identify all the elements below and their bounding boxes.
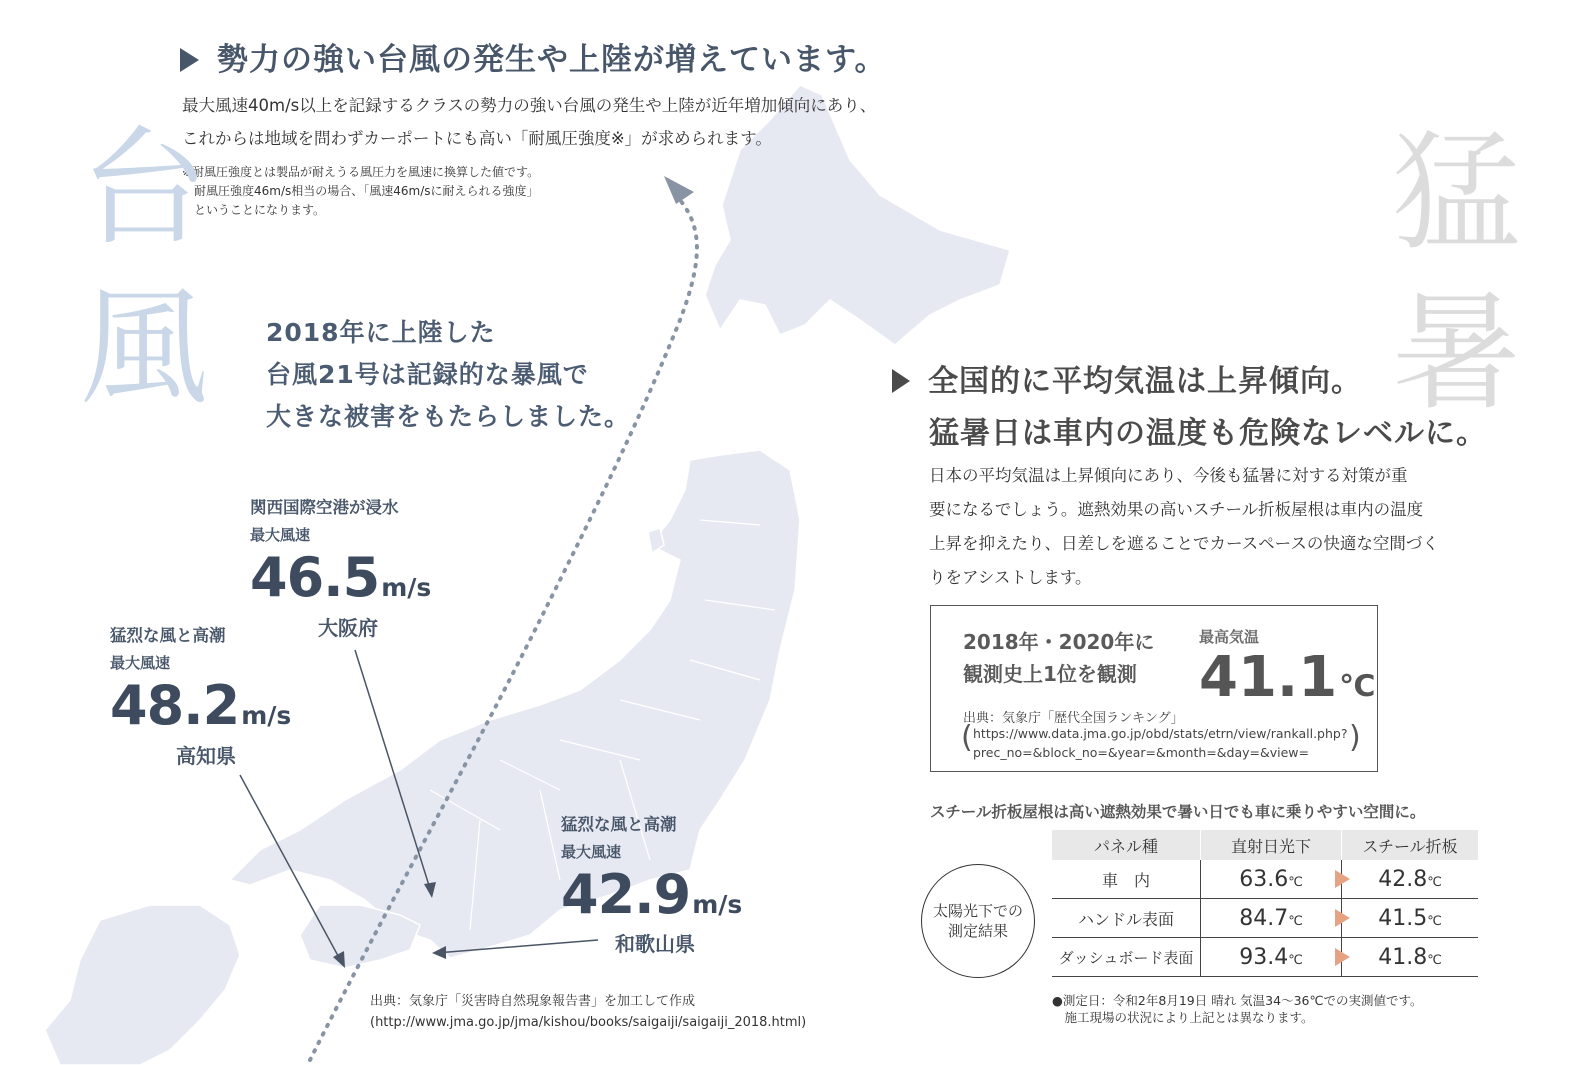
typhoon-lead-line-1: 2018年に上陸した bbox=[266, 318, 496, 347]
callout-prefecture-osaka: 大阪府 bbox=[318, 616, 378, 640]
arrow-right-icon bbox=[1335, 909, 1350, 927]
steel-roof-value: 42.8℃ bbox=[1342, 860, 1479, 899]
record-lead-line-2: 観測史上1位を観測 bbox=[963, 662, 1137, 686]
record-source: 出典：気象庁「歴代全国ランキング」 bbox=[963, 711, 1184, 726]
direct-sun-value: 84.7℃ bbox=[1201, 899, 1342, 938]
heat-body-line-2: 要になるでしょう。遮熱効果の高いスチール折板屋根は車内の温度 bbox=[929, 500, 1424, 519]
triangle-bullet-icon bbox=[180, 48, 199, 72]
row-name: 車 内 bbox=[1052, 860, 1201, 899]
callout-wakayama bbox=[561, 811, 743, 926]
direct-sun-value: 93.4℃ bbox=[1201, 938, 1342, 977]
triangle-bullet-icon bbox=[892, 369, 910, 393]
callout-prefecture-kochi: 高知県 bbox=[176, 744, 236, 768]
heat-body-line-1: 日本の平均気温は上昇傾向にあり、今後も猛暑に対する対策が重 bbox=[929, 466, 1408, 485]
kanji-heat-2: 暑 bbox=[1392, 279, 1521, 428]
steel-roof-value: 41.5℃ bbox=[1342, 899, 1479, 938]
callout-label: 最大風速 bbox=[250, 526, 311, 544]
measurement-footnote: ●測定日：令和2年8月19日 晴れ 気温34〜36℃での実測値です。 施工現場の状況により上記とは異なります。 bbox=[1052, 993, 1423, 1025]
table-row bbox=[1052, 899, 1478, 938]
table-row bbox=[1052, 938, 1478, 977]
callout-event: 猛烈な風と高潮 bbox=[110, 626, 226, 645]
heat-heading-line-1: 全国的に平均気温は上昇傾向。 bbox=[892, 356, 1362, 400]
temperature-comparison-table bbox=[1052, 830, 1478, 977]
column-header: パネル種 bbox=[1052, 830, 1201, 860]
callout-label: 最大風速 bbox=[110, 654, 171, 672]
column-header: 直射日光下 bbox=[1201, 830, 1342, 860]
steel-roof-value: 41.8℃ bbox=[1342, 938, 1479, 977]
heat-body-line-3: 上昇を抑えたり、日差しを遮ることでカースペースの快適な空間づく bbox=[929, 534, 1439, 553]
typhoon-source: 出典：気象庁「災害時自然現象報告書」を加工して作成 (http://www.jma.go.jp/jma/kishou/books/saigaiji/saigaiji_2018.html) bbox=[370, 994, 807, 1030]
callout-value: 42.9m/s bbox=[561, 863, 743, 926]
callout-value: 46.5m/s bbox=[250, 546, 432, 609]
row-name: ダッシュボード表面 bbox=[1052, 938, 1201, 977]
arrow-right-icon bbox=[1335, 870, 1350, 888]
kanji-typhoon-2: 風 bbox=[80, 274, 209, 423]
callout-value: 48.2m/s bbox=[110, 674, 292, 737]
callout-event: 関西国際空港が浸水 bbox=[250, 498, 399, 517]
typhoon-lead-line-3: 大きな被害をもたらしました。 bbox=[266, 402, 631, 431]
typhoon-heading: 勢力の強い台風の発生や上陸が増えています。 bbox=[180, 34, 887, 79]
direct-sun-value: 63.6℃ bbox=[1201, 860, 1342, 899]
paren-close-icon: ) bbox=[1349, 720, 1361, 755]
record-lead-line-1: 2018年・2020年に bbox=[963, 630, 1155, 654]
arrow-right-icon bbox=[1335, 948, 1350, 966]
record-label: 最高気温 bbox=[1199, 628, 1260, 646]
callout-kochi bbox=[110, 622, 292, 737]
record-value: 41.1℃ bbox=[1199, 645, 1376, 710]
record-temperature-box bbox=[930, 605, 1378, 772]
column-header: スチール折板 bbox=[1342, 830, 1479, 860]
typhoon-body-line-2: これからは地域を問わずカーポートにも高い「耐風圧強度※」が求められます。 bbox=[182, 129, 772, 148]
table-heading: スチール折板屋根は高い遮熱効果で暑い日でも車に乗りやすい空間に。 bbox=[930, 803, 1426, 821]
row-name: ハンドル表面 bbox=[1052, 899, 1201, 938]
heat-body-line-4: りをアシストします。 bbox=[929, 568, 1092, 587]
heat-heading-line-2: 猛暑日は車内の温度も危険なレベルに。 bbox=[929, 416, 1487, 451]
callout-osaka bbox=[250, 494, 432, 609]
map-kyushu bbox=[45, 905, 240, 1065]
map-hokkaido bbox=[705, 85, 1010, 345]
typhoon-lead-line-2: 台風21号は記録的な暴風で bbox=[266, 360, 589, 389]
table-row bbox=[1052, 860, 1478, 899]
kanji-typhoon-1: 台 bbox=[80, 114, 209, 263]
wind-resistance-note: ※耐風圧強度とは製品が耐えうる風圧力を風速に換算した値です。 耐風圧強度46m/s相当の場合、「風速46m/sに耐えられる強度」 ということになります。 bbox=[182, 165, 540, 217]
paren-open-icon: ( bbox=[961, 720, 973, 755]
table-header-row bbox=[1052, 830, 1478, 860]
measurement-circle-label: 太陽光下での 測定結果 bbox=[921, 864, 1035, 978]
callout-prefecture-wakayama: 和歌山県 bbox=[615, 932, 695, 956]
typhoon-body-line-1: 最大風速40m/s以上を記録するクラスの勢力の強い台風の発生や上陸が近年増加傾向にあり、 bbox=[182, 96, 877, 115]
callout-label: 最大風速 bbox=[561, 843, 622, 861]
kanji-heat-1: 猛 bbox=[1392, 119, 1521, 268]
callout-event: 猛烈な風と高潮 bbox=[561, 815, 677, 834]
record-url: https://www.data.jma.go.jp/obd/stats/etrn/view/rankall.php? prec_no=&block_no=&year=&month=&day=&view= bbox=[973, 726, 1348, 760]
